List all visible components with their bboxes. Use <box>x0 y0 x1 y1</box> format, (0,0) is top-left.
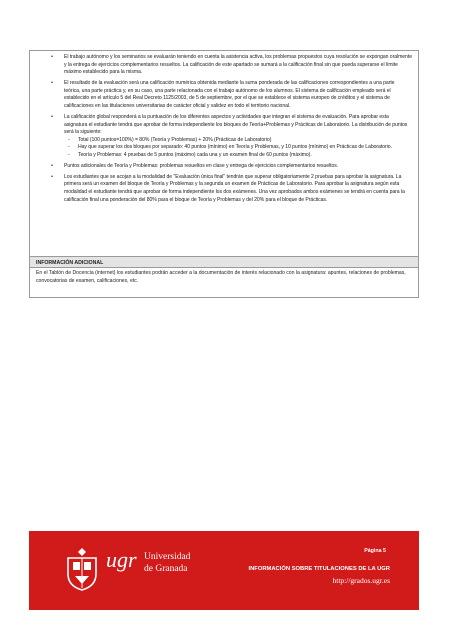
sub-list-item: - Teoría y Problemas: 4 pruebas de 5 puntos (máximo) cada una y un examen final de 60 puntos (máximo). <box>68 151 312 158</box>
section-heading: INFORMACIÓN ADICIONAL <box>30 256 418 268</box>
footer-url-link[interactable]: http://grados.ugr.es <box>332 576 390 585</box>
list-item: • Puntos adicionales de Teoría y Problemas: problemas resueltos en clase y entrega de ejercicios complementarios resueltos. <box>51 162 339 169</box>
ugr-logo-text: ugr <box>106 547 137 572</box>
dash-icon: - <box>68 136 70 143</box>
evaluation-bullet-list <box>30 51 418 204</box>
page-footer <box>29 531 419 610</box>
points-distribution-list <box>64 137 412 160</box>
university-name-line2: de Granada <box>144 564 188 574</box>
bullet-icon: • <box>51 80 53 87</box>
page-number: Página 5 <box>364 548 386 554</box>
bullet-icon: • <box>51 173 53 180</box>
evaluation-content-box <box>29 50 419 298</box>
list-item: • El resultado de la evaluación será una calificación numérica obtenida mediante la suma ponderada de las calificaciones correspondientes a una parte teórica, una parte práctica y, en su caso, una parte relacionada con el trabajo autónomo de los alumnos. El sistema de calificación empleado será el establecido en el artículo 5 del Real Decreto 1125/2003, de 5 de septiembre, por el que se establece el sistema europeo de créditos y el sistema de calificaciones en las titulaciones universitarias de carácter oficial y validez en todo el territorio nacional. <box>51 80 395 109</box>
bullet-icon: • <box>51 162 53 169</box>
sub-list-item: - Hay que superar los dos bloques por separado: 40 puntos (mínimo) en Teoría y Problemas, y 10 puntos (mínimo) en Prácticas de Laboratorio. <box>68 144 392 151</box>
university-seal-icon <box>63 546 101 592</box>
footer-info-title: INFORMACIÓN SOBRE TITULACIONES DE LA UGR <box>248 566 390 572</box>
bullet-icon: • <box>51 54 53 60</box>
dash-icon: - <box>68 144 70 151</box>
section-body-text: En el Tablón de Docencia (internet) los estudiantes podrán acceder a la documentación de interés relacionado con la asignatura: apuntes, relaciones de problemas, convocatorias de examen, calificaciones, etc. <box>36 270 406 284</box>
list-item: • La calificación global responderá a la puntuación de los diferentes aspectos y actividades que integran el sistema de evaluación. Para aprobar esta asignatura el estudiante tendrá que aprobar de forma independiente los bloques de Teoría+Problemas y Prácticas de Laboratorio. La distribución de puntos será la siguiente: - Total (100 puntos=100%) = 80% (Teoría y Problemas) + 20% (Prácticas de Laboratorio) - Hay que superar los dos bloques por separado: 40 puntos (mínimo) en Teoría y Problemas, y 10 puntos (mínimo) en Prácticas de Laboratorio. - Teoría y Problemas: 4 pruebas de 5 puntos (máximo) cada una y un examen final de 60 puntos (máximo). <box>64 114 412 160</box>
sub-list-item: - Total (100 puntos=100%) = 80% (Teoría y Problemas) + 20% (Prácticas de Laboratorio) <box>68 136 272 143</box>
dash-icon: - <box>68 151 70 158</box>
list-item: • El trabajo autónomo y los seminarios se evaluarán teniendo en cuenta la asistencia activa, los problemas propuestos cuya resolución se expongan oralmente y la entrega de ejercicios complementarios resueltos. La calificación de este apartado se sumará a la calificación final sin que pueda superarse el límite máximo establecido para la misma. <box>51 54 412 76</box>
university-name-line1: Universidad <box>144 552 191 562</box>
list-item: • Los estudiantes que se acojan a la modalidad de "Evaluación única final" tendrán que superar obligatoriamente 2 pruebas para aprobar la asignatura. La primera será un examen del bloque de Teoría y Problemas y la segunda un examen de Prácticas de Laboratorio. Para aprobar la asignatura según esta modalidad el estudiante tendrá que aprobar de forma independiente los dos exámenes. Una vez aprobados ambos exámenes se tendrá en cuenta para la calificación final una ponderación del 80% para el bloque de Teoría y Problemas y del 20% para el bloque de Prácticas. <box>51 173 405 203</box>
bullet-icon: • <box>51 113 53 120</box>
